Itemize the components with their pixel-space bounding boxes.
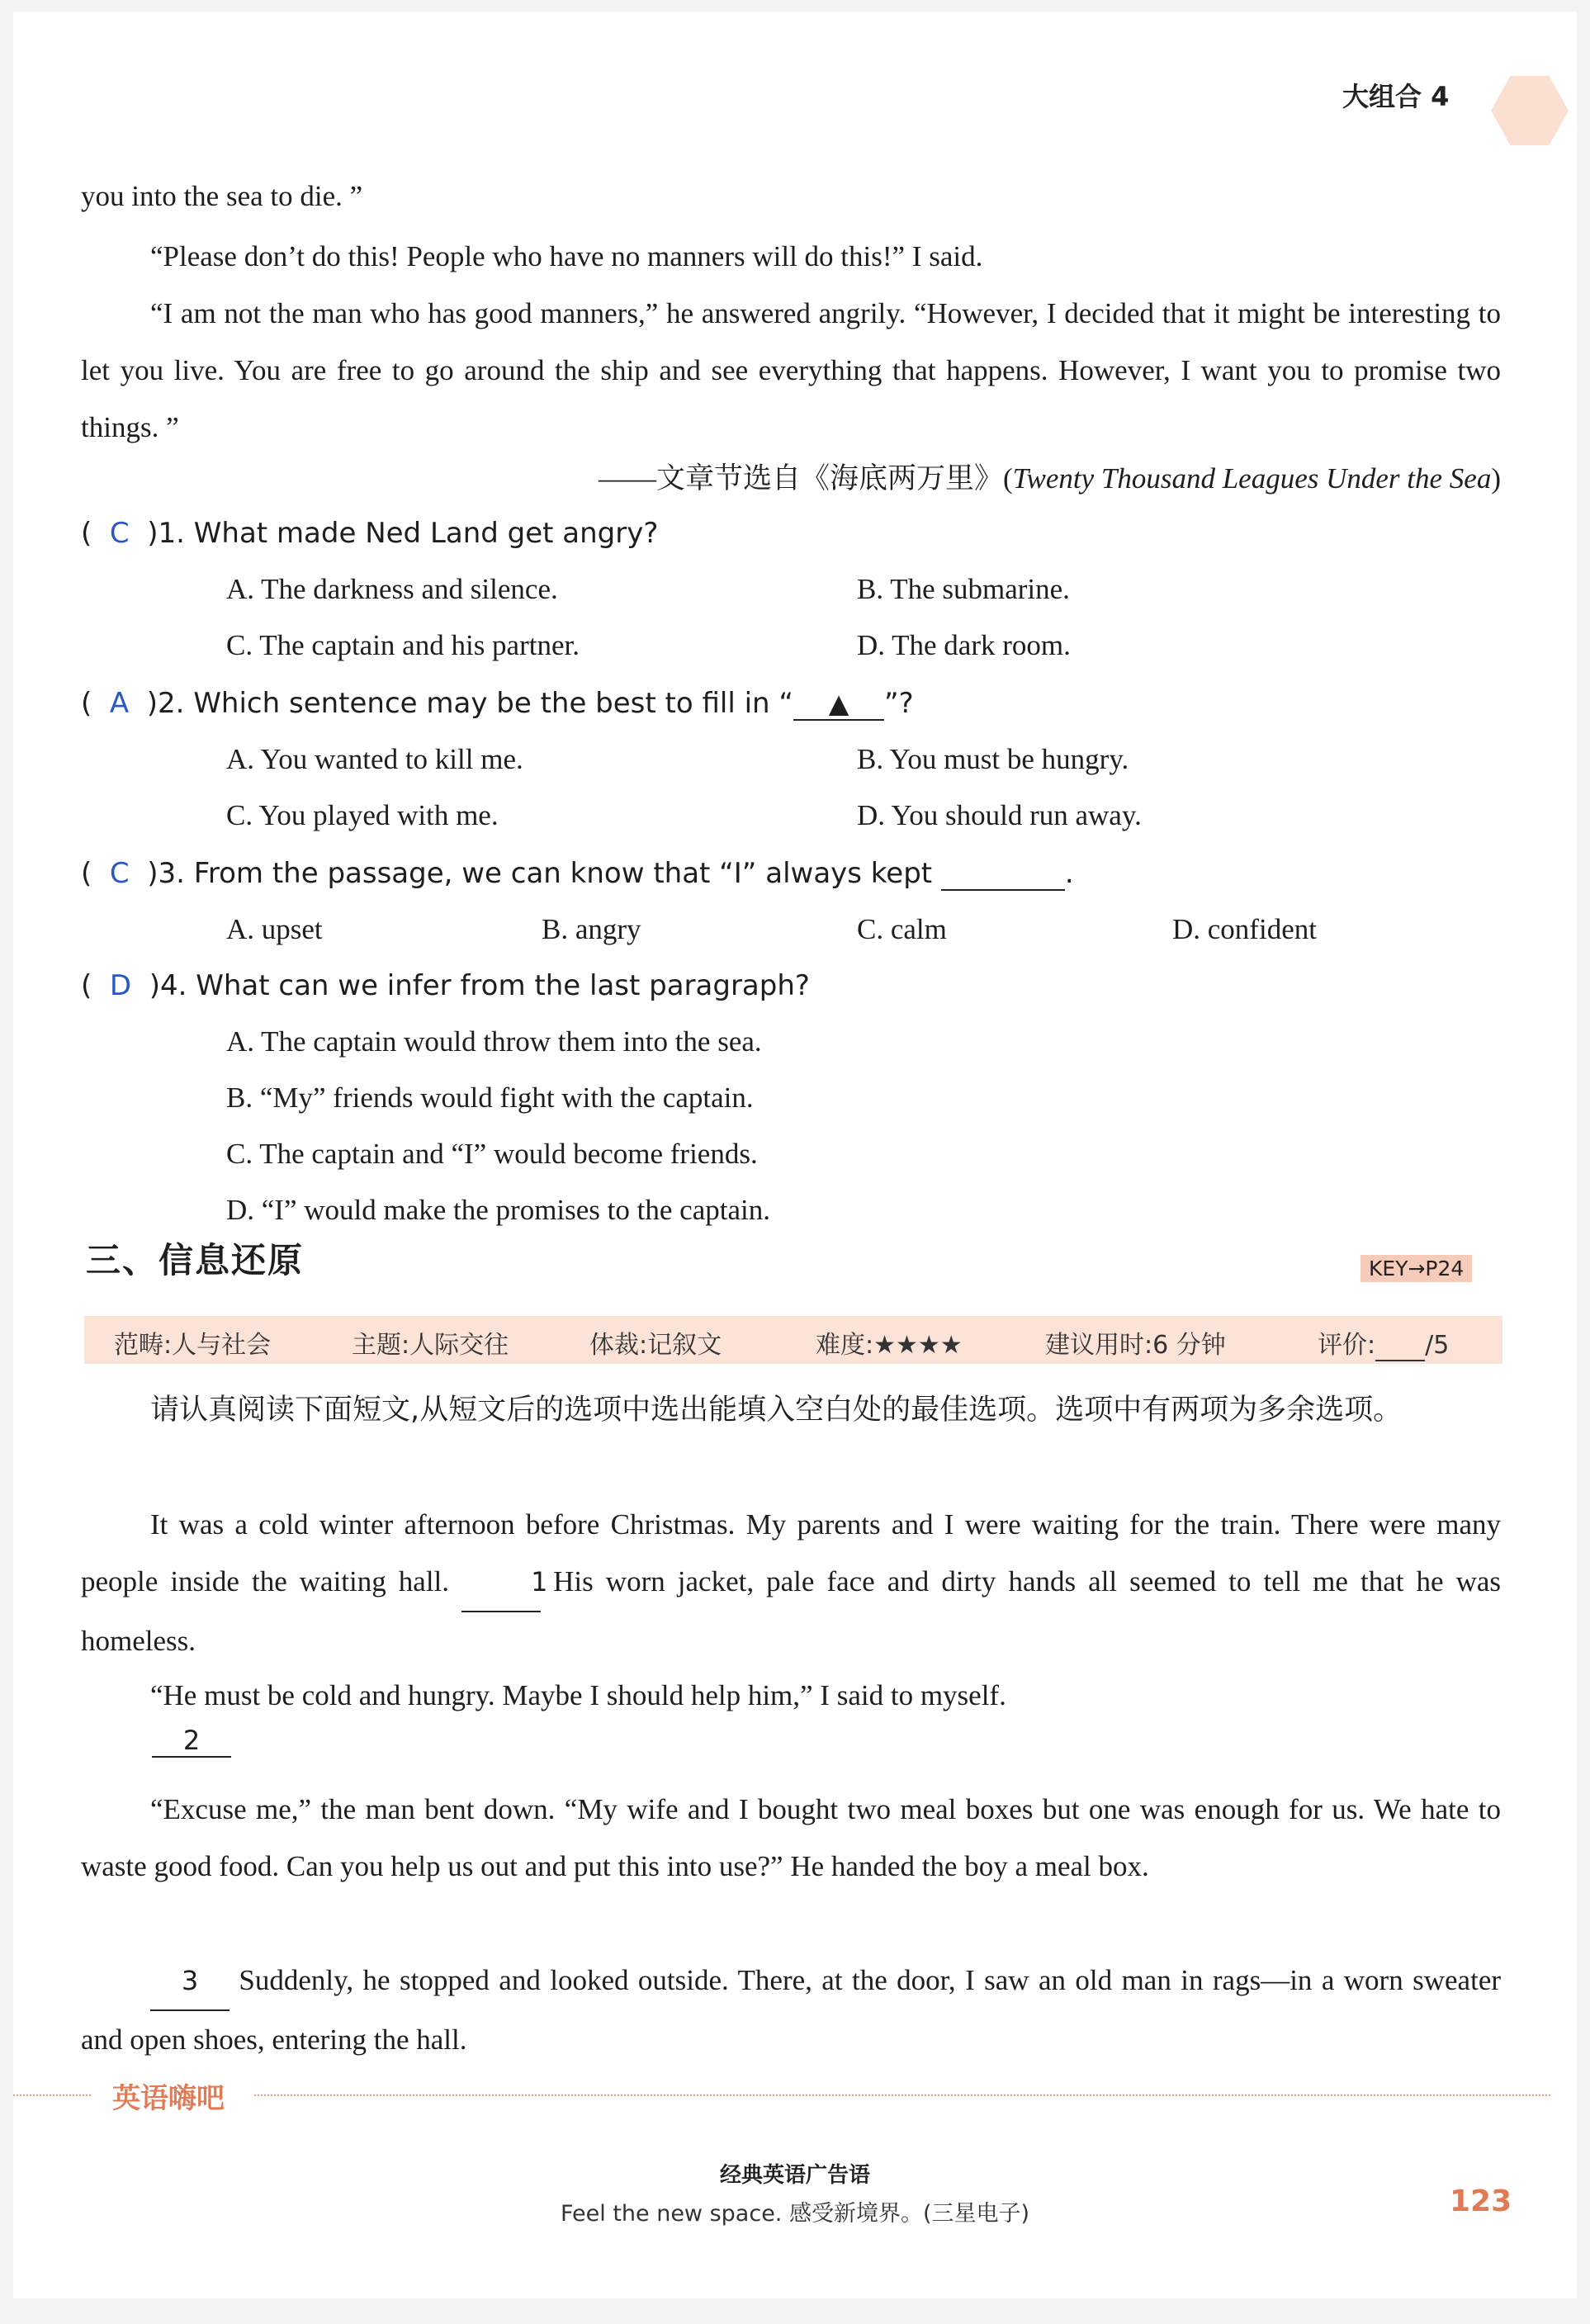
blank-2: 2	[152, 1725, 231, 1758]
question-3: ( C )3. From the passage, we can know that “I” always kept .	[81, 857, 1074, 890]
option-3b: B. angry	[542, 913, 641, 945]
footer-divider-right	[254, 2094, 1550, 2096]
rating-blank	[1375, 1331, 1425, 1361]
option-2c: C. You played with me.	[226, 799, 499, 831]
passage-paragraph-2: “He must be cold and hungry. Maybe I should help him,” I said to myself.	[150, 1679, 1006, 1711]
info-bar	[84, 1316, 1502, 1364]
info-theme: 主题:人际交往	[352, 1331, 509, 1360]
question-number: 3.	[158, 857, 185, 890]
footer-title: 经典英语广告语	[719, 2163, 870, 2188]
info-genre: 体裁:记叙文	[589, 1331, 722, 1360]
rating-label: 评价:	[1318, 1331, 1376, 1360]
source-title: Twenty Thousand Leagues Under the Sea	[1012, 462, 1492, 495]
option-1d: D. The dark room.	[857, 629, 1071, 661]
triangle-blank-icon: ▲	[793, 688, 884, 721]
question-number: 1.	[158, 517, 185, 550]
answer-1: C	[109, 517, 130, 550]
question-4: ( D )4. What can we infer from the last paragraph?	[81, 969, 810, 1002]
answer-blank	[941, 858, 1065, 891]
question-number: 4.	[159, 969, 187, 1002]
footer-divider-left	[13, 2094, 91, 2096]
question-text: Which sentence may be the best to fill in “	[193, 687, 793, 720]
option-2d: D. You should run away.	[857, 799, 1142, 831]
option-2b: B. You must be hungry.	[857, 743, 1129, 775]
story-paragraph-2: “I am not the man who has good manners,” he answered angrily. “However, I decided that it might be interesting to let you live. You are free to go around the ship and see everything that happens. However, I want you to promise two things. ”	[81, 297, 1501, 443]
page	[13, 12, 1577, 2298]
option-2a: A. You wanted to kill me.	[226, 743, 523, 775]
question-2: ( A )2. Which sentence may be the best to fill in “ ▲ ”?	[81, 687, 914, 720]
instruction: 请认真阅读下面短文,从短文后的选项中选出能填入空白处的最佳选项。选项中有两项为多余选项。	[150, 1394, 1403, 1427]
option-3c: C. calm	[857, 913, 947, 945]
source-citation	[599, 456, 1501, 497]
hexagon-decoration-icon	[1491, 76, 1569, 145]
passage-paragraph-4	[81, 1952, 1501, 2068]
option-4b: B. “My” friends would fight with the captain.	[226, 1082, 754, 1114]
info-difficulty: 难度:★★★★	[816, 1331, 963, 1360]
answer-4: D	[109, 969, 132, 1002]
option-1b: B. The submarine.	[857, 573, 1070, 605]
question-text-end: ”?	[884, 687, 914, 720]
question-text-end: .	[1064, 857, 1074, 890]
question-text: What made Ned Land get angry?	[193, 517, 659, 550]
option-1c: C. The captain and his partner.	[226, 629, 580, 661]
blank-3: 3	[150, 1952, 230, 2011]
question-1: ( C )1. What made Ned Land get angry?	[81, 517, 659, 550]
passage-text: His worn jacket, pale face and dirty hands all seemed to tell me that he was homeless.	[81, 1565, 1502, 1657]
answer-2: A	[109, 687, 130, 720]
info-rating	[1318, 1324, 1449, 1361]
option-4c: C. The captain and “I” would become friends.	[226, 1138, 758, 1170]
footer-brand: 英语嗨吧	[112, 2082, 225, 2115]
passage-paragraph-3: “Excuse me,” the man bent down. “My wife and I bought two meal boxes but one was enough for us. We hate to waste good food. Can you help us out and put this into use?” He handed the boy a meal box.	[81, 1793, 1501, 1882]
passage-text: It was a cold winter afternoon before Christmas. My parents and I were waiting for the train. There were many people inside the waiting hall.	[81, 1508, 1501, 1597]
blank-1: 1	[461, 1554, 541, 1612]
blank-2-line	[152, 1724, 231, 1758]
answer-key-badge: KEY→P24	[1360, 1255, 1472, 1282]
story-line-1: you into the sea to die. ”	[81, 180, 363, 212]
passage-text: Suddenly, he stopped and looked outside. There, at the door, I saw an old man in rags—in a worn sweater and open shoes, entering the hall.	[81, 1964, 1502, 2056]
unit-title: 大组合 4	[1342, 81, 1450, 112]
option-3a: A. upset	[226, 913, 323, 945]
story-paragraph-1: “Please don’t do this! People who have no manners will do this!” I said.	[150, 240, 983, 272]
section-title: 三、信息还原	[86, 1240, 305, 1280]
info-domain: 范畴:人与社会	[114, 1331, 272, 1360]
question-text: What can we infer from the last paragraph?	[196, 969, 810, 1002]
option-3d: D. confident	[1172, 913, 1317, 945]
passage-paragraph-1	[81, 1496, 1501, 1669]
question-text: From the passage, we can know that “I” always kept	[193, 857, 933, 890]
question-number: 2.	[158, 687, 185, 720]
footer-slogan: Feel the new space. 感受新境界。(三星电子)	[560, 2201, 1030, 2227]
option-4d: D. “I” would make the promises to the captain.	[226, 1194, 770, 1226]
source-prefix: ——文章节选自《海底两万里》(	[598, 462, 1013, 495]
page-number: 123	[1450, 2184, 1512, 2218]
answer-3: C	[109, 857, 130, 890]
source-suffix: )	[1491, 462, 1501, 495]
option-1a: A. The darkness and silence.	[226, 573, 558, 605]
option-4a: A. The captain would throw them into the sea.	[226, 1025, 762, 1058]
rating-total: /5	[1425, 1331, 1450, 1360]
info-time: 建议用时:6 分钟	[1045, 1331, 1226, 1360]
